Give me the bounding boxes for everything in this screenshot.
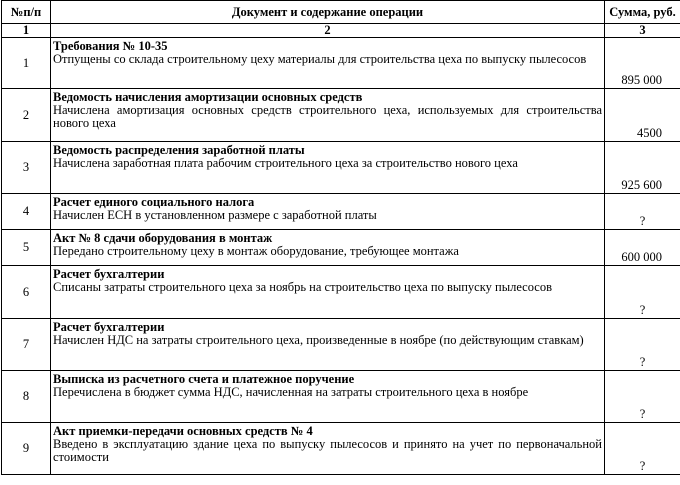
row-amount: 895 000	[605, 38, 680, 89]
header-doc: Документ и содержание операции	[51, 1, 605, 24]
row-number: 3	[2, 142, 51, 194]
row-number: 2	[2, 89, 51, 142]
row-description	[51, 423, 605, 475]
operation-text: Начислена амортизация основных средств строительного цеха, используемых для строительства нового цеха	[53, 103, 602, 130]
row-description	[51, 142, 605, 194]
document-title: Выписка из расчетного счета и платежное поручение	[53, 372, 355, 386]
row-amount: ?	[605, 319, 680, 371]
document-title: Ведомость начисления амортизации основных средств	[53, 90, 363, 104]
table-row	[2, 423, 680, 475]
row-number: 7	[2, 319, 51, 371]
document-title: Расчет бухгалтерии	[53, 267, 165, 281]
table-row	[2, 89, 680, 142]
row-number: 6	[2, 266, 51, 319]
column-number-3: 3	[605, 24, 680, 38]
row-amount: ?	[605, 266, 680, 319]
header-row	[2, 1, 680, 24]
table-row	[2, 38, 680, 89]
header-sum: Сумма, руб.	[605, 1, 680, 24]
document-title: Требования № 10-35	[53, 39, 168, 53]
operations-table	[1, 0, 680, 475]
column-number-row	[2, 24, 680, 38]
operation-text: Передано строительному цеху в монтаж оборудование, требующее монтажа	[53, 244, 459, 258]
operation-text: Введено в эксплуатацию здание цеха по выпуску пылесосов и принято на учет по первоначальной стоимости	[53, 437, 602, 464]
row-description	[51, 89, 605, 142]
table-row	[2, 266, 680, 319]
document-title: Расчет единого социального налога	[53, 195, 255, 209]
document-title: Акт № 8 сдачи оборудования в монтаж	[53, 231, 273, 245]
row-description	[51, 371, 605, 423]
document-title: Ведомость распределения заработной платы	[53, 143, 305, 157]
row-description	[51, 319, 605, 371]
operation-text: Перечислена в бюджет сумма НДС, начисленная на затраты строительного цеха в ноябре	[53, 385, 529, 399]
column-number-1: 1	[2, 24, 51, 38]
column-number-2: 2	[51, 24, 605, 38]
operation-text: Начислена заработная плата рабочим строительного цеха за строительство нового цеха	[53, 156, 518, 170]
table-row	[2, 230, 680, 266]
table-row	[2, 194, 680, 230]
row-amount: ?	[605, 194, 680, 230]
document-title: Акт приемки-передачи основных средств № 4	[53, 424, 313, 438]
row-number: 9	[2, 423, 51, 475]
row-description	[51, 194, 605, 230]
row-amount: ?	[605, 371, 680, 423]
table-row	[2, 371, 680, 423]
row-amount: 4500	[605, 89, 680, 142]
operation-text: Отпущены со склада строительному цеху материалы для строительства цеха по выпуску пылесосов	[53, 52, 587, 66]
row-amount: 600 000	[605, 230, 680, 266]
row-description	[51, 38, 605, 89]
row-amount: ?	[605, 423, 680, 475]
header-num: №п/п	[2, 1, 51, 24]
operation-text: Списаны затраты строительного цеха за ноябрь на строительство цеха по выпуску пылесосов	[53, 280, 552, 294]
row-number: 8	[2, 371, 51, 423]
document-title: Расчет бухгалтерии	[53, 320, 165, 334]
row-number: 1	[2, 38, 51, 89]
table-row	[2, 142, 680, 194]
row-number: 4	[2, 194, 51, 230]
row-description	[51, 230, 605, 266]
row-number: 5	[2, 230, 51, 266]
row-amount: 925 600	[605, 142, 680, 194]
row-description	[51, 266, 605, 319]
table-row	[2, 319, 680, 371]
operation-text: Начислен ЕСН в установленном размере с заработной платы	[53, 208, 377, 222]
operation-text: Начислен НДС на затраты строительного цеха, произведенные в ноябре (по действующим ставкам)	[53, 333, 584, 347]
